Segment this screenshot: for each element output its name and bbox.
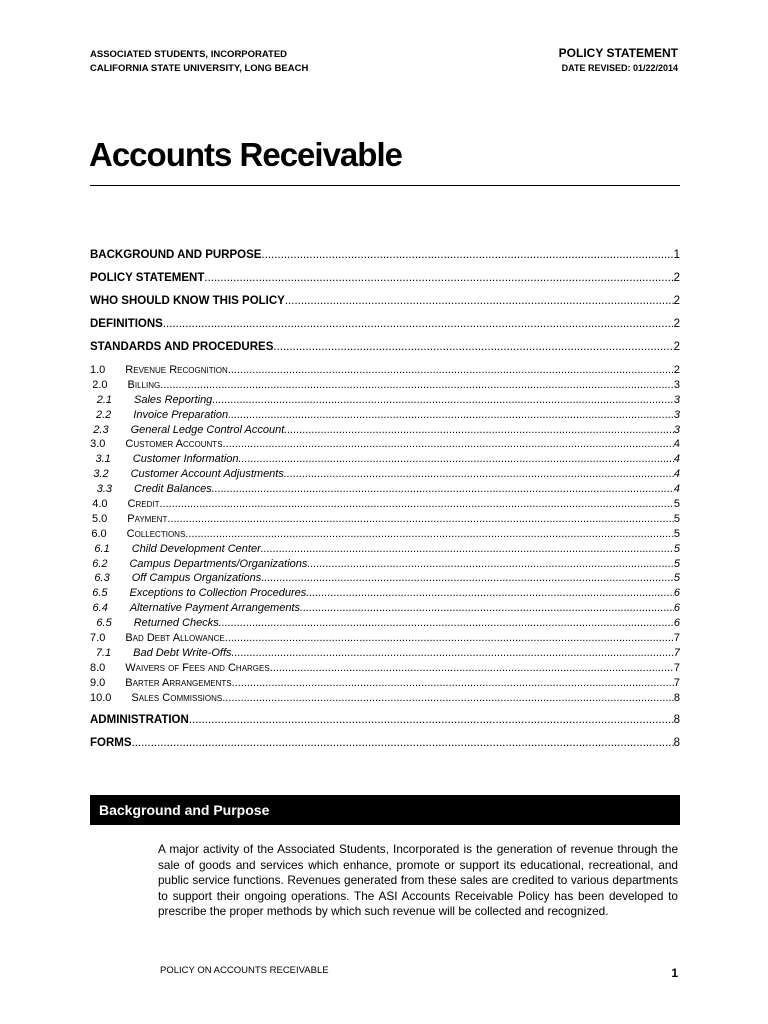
toc-subsection-entry[interactable]: [90, 646, 680, 661]
toc-subsection-entry[interactable]: [90, 542, 680, 557]
toc-major-entry[interactable]: [90, 734, 680, 757]
toc-entry-number: 6.5: [96, 617, 112, 630]
org-name: ASSOCIATED STUDENTS, INCORPORATED: [90, 49, 288, 60]
toc-leader: [132, 734, 674, 753]
toc-entry-label: Campus Departments/Organizations: [129, 557, 308, 570]
toc-major-entry[interactable]: [90, 269, 680, 292]
toc-page-number: 1: [673, 249, 680, 261]
toc-entry-label: Off Campus Organizations: [131, 572, 262, 585]
toc-leader: [228, 363, 674, 378]
toc-section-entry[interactable]: [90, 512, 680, 527]
toc-page-number: 8: [673, 691, 680, 704]
toc-page-number: 3: [673, 393, 680, 406]
toc-entry-number: 10.0: [90, 691, 112, 704]
date-revised: DATE REVISED: 01/22/2014: [561, 63, 678, 73]
toc-page-number: 2: [673, 341, 680, 353]
toc-subsection-entry[interactable]: [90, 467, 680, 482]
toc-page-number: 5: [673, 527, 680, 540]
doc-type: POLICY STATEMENT: [558, 46, 678, 60]
toc-subsection-entry[interactable]: [90, 616, 680, 631]
toc-page-number: 5: [673, 498, 680, 511]
toc-page-number: 2: [673, 318, 680, 330]
toc-leader: [261, 571, 674, 586]
toc-entry-number: 3.3: [96, 483, 113, 496]
toc-subsection-entry[interactable]: [90, 423, 680, 438]
toc-section-entry[interactable]: [90, 527, 680, 542]
toc-entry-number: 2.2: [95, 408, 112, 421]
toc-section-entry[interactable]: [90, 676, 680, 691]
toc-entry-number: 3.0: [90, 438, 106, 451]
toc-entry-label: Returned Checks: [133, 617, 219, 630]
toc-leader: [261, 542, 674, 557]
toc-entry-label: Child Development Center: [131, 542, 261, 555]
toc-subsection-entry[interactable]: [90, 601, 680, 616]
page-number: 1: [671, 966, 678, 980]
toc-page-number: 5: [673, 572, 680, 585]
toc-entry-label: Collections: [126, 527, 186, 540]
toc-entry-number: 8.0: [90, 661, 106, 674]
toc-entry-label: Waivers of Fees and Charges: [125, 661, 270, 674]
toc-entry-label: Sales Commissions: [131, 691, 223, 704]
toc-entry-number: 6.3: [94, 572, 110, 585]
toc-entry-label: Bad Debt Allowance: [125, 632, 225, 645]
toc-page-number: 2: [673, 364, 680, 376]
toc-leader: [185, 527, 674, 542]
toc-leader: [223, 437, 674, 452]
toc-page-number: 8: [673, 737, 680, 750]
toc-page-number: 7: [673, 646, 680, 659]
toc-entry-label: STANDARDS AND PROCEDURES: [90, 341, 274, 353]
toc-entry-number: 3.2: [93, 468, 109, 481]
toc-entry-label: Customer Account Adjustments: [130, 468, 284, 481]
toc-section-entry[interactable]: [90, 363, 680, 378]
toc-entry-label: WHO SHOULD KNOW THIS POLICY: [90, 295, 285, 307]
toc-leader: [204, 269, 673, 288]
toc-leader: [225, 631, 674, 646]
toc-section-entry[interactable]: [90, 661, 680, 676]
toc-leader: [261, 246, 673, 265]
toc-entry-number: 6.1: [94, 542, 110, 555]
toc-leader: [163, 315, 674, 334]
toc-entry-number: 7.1: [95, 646, 112, 659]
toc-entry-number: 6.4: [92, 602, 108, 615]
toc-page-number: 2: [673, 272, 680, 284]
toc-subsection-entry[interactable]: [90, 571, 680, 586]
toc-entry-label: Payment: [127, 512, 168, 525]
section-heading: Background and Purpose: [90, 795, 680, 825]
policy-header: [559, 46, 678, 75]
toc-page-number: 3: [673, 378, 680, 391]
toc-major-entry[interactable]: [90, 315, 680, 338]
toc-entry-label: Credit Balances: [134, 483, 212, 496]
toc-leader: [270, 661, 674, 676]
toc-page-number: 7: [673, 661, 680, 674]
toc-entry-number: 6.0: [91, 527, 107, 540]
toc-leader: [159, 497, 673, 512]
toc-section-entry[interactable]: [90, 437, 680, 452]
toc-page-number: 3: [673, 408, 680, 421]
toc-leader: [284, 423, 674, 438]
toc-entry-label: BACKGROUND AND PURPOSE: [90, 249, 262, 261]
toc-leader: [232, 676, 674, 691]
toc-section-entry[interactable]: [90, 631, 680, 646]
toc-entry-label: Alternative Payment Arrangements: [129, 602, 301, 615]
toc-leader: [284, 467, 674, 482]
toc-entry-label: DEFINITIONS: [90, 318, 163, 330]
toc-page-number: 5: [673, 512, 680, 525]
toc-entry-number: 2.0: [92, 378, 108, 391]
toc-subsection-entry[interactable]: [90, 557, 680, 572]
toc-page-number: 4: [673, 453, 680, 466]
toc-leader: [212, 482, 674, 497]
toc-leader: [189, 711, 674, 730]
toc-entry-label: Sales Reporting: [134, 393, 213, 406]
toc-entry-number: 2.3: [93, 423, 109, 436]
toc-page-number: 7: [673, 676, 680, 689]
toc-major-entry[interactable]: [90, 246, 680, 269]
page-title: Accounts Receivable: [89, 136, 402, 173]
toc-page-number: 6: [673, 587, 680, 600]
toc-entry-number: 1.0: [90, 364, 106, 376]
toc-major-entry[interactable]: [90, 711, 680, 734]
toc-entry-label: General Ledge Control Account: [130, 423, 285, 436]
toc-leader: [222, 691, 674, 706]
toc-entry-label: ADMINISTRATION: [90, 714, 189, 727]
toc-entry-number: 6.5: [92, 587, 108, 600]
toc-leader: [232, 646, 674, 661]
toc-leader: [228, 408, 674, 423]
toc-major-entry[interactable]: [90, 338, 680, 361]
toc-entry-number: 6.2: [92, 557, 108, 570]
toc-entry-number: 7.0: [90, 632, 106, 645]
toc-subsection-entry[interactable]: [90, 586, 680, 601]
section-body: A major activity of the Associated Students, Incorporated is the generation of revenue through the sale of goods and services which enhance, promote or support its educational, recreational, and public service functions. Revenues generated from these sales are credited to various departments to support their ongoing operations. The ASI Accounts Receivable Policy has been developed to prescribe the proper methods by which such revenue will be collected and recognized.: [158, 842, 678, 918]
toc-page-number: 7: [673, 632, 680, 645]
toc-entry-number: 2.1: [96, 393, 113, 406]
toc-section-entry[interactable]: [90, 378, 680, 393]
toc-page-number: 4: [673, 483, 680, 496]
toc-entry-label: POLICY STATEMENT: [90, 272, 205, 284]
toc-subsection-entry[interactable]: [90, 482, 680, 497]
toc-entry-label: Customer Accounts: [125, 438, 223, 451]
toc-page-number: 4: [673, 468, 680, 481]
toc-entry-number: 4.0: [92, 498, 108, 511]
toc-leader: [306, 586, 674, 601]
toc-subsection-entry[interactable]: [90, 393, 680, 408]
toc-page-number: 5: [673, 557, 680, 570]
table-of-contents: [90, 246, 680, 757]
toc-page-number: 3: [673, 423, 680, 436]
toc-leader: [300, 601, 674, 616]
title-divider: [90, 185, 680, 186]
toc-leader: [285, 292, 674, 311]
toc-leader: [219, 616, 674, 631]
toc-page-number: 5: [673, 542, 680, 555]
toc-entry-label: Invoice Preparation: [133, 408, 229, 421]
toc-page-number: 6: [673, 617, 680, 630]
toc-page-number: 8: [673, 714, 680, 727]
toc-entry-number: 3.1: [95, 453, 111, 466]
toc-page-number: 2: [673, 295, 680, 307]
toc-entry-label: Exceptions to Collection Procedures: [129, 587, 307, 600]
toc-section-entry[interactable]: [90, 497, 680, 512]
toc-page-number: 4: [673, 438, 680, 451]
toc-page-number: 6: [673, 602, 680, 615]
toc-entry-number: 5.0: [91, 512, 108, 525]
footer-title: POLICY ON ACCOUNTS RECEIVABLE: [160, 965, 329, 976]
toc-leader: [239, 452, 674, 467]
organization-header: [90, 48, 308, 76]
toc-section-entry[interactable]: [90, 691, 680, 706]
university-name: CALIFORNIA STATE UNIVERSITY, LONG BEACH: [90, 63, 309, 74]
toc-entry-label: Credit: [127, 498, 160, 511]
toc-entry-label: Customer Information: [132, 453, 239, 466]
toc-entry-label: FORMS: [90, 737, 132, 750]
toc-major-entry[interactable]: [90, 292, 680, 315]
toc-leader: [167, 512, 674, 527]
toc-subsection-entry[interactable]: [90, 408, 680, 423]
toc-leader: [307, 557, 673, 572]
toc-leader: [212, 393, 674, 408]
toc-entry-number: 9.0: [90, 676, 106, 689]
toc-leader: [160, 378, 674, 393]
toc-subsection-entry[interactable]: [90, 452, 680, 467]
toc-leader: [273, 338, 673, 357]
toc-entry-label: Bad Debt Write-Offs: [133, 646, 232, 659]
toc-entry-label: Revenue Recognition: [125, 364, 228, 376]
toc-entry-label: Barter Arrangements: [125, 676, 232, 689]
toc-entry-label: Billing: [127, 378, 161, 391]
